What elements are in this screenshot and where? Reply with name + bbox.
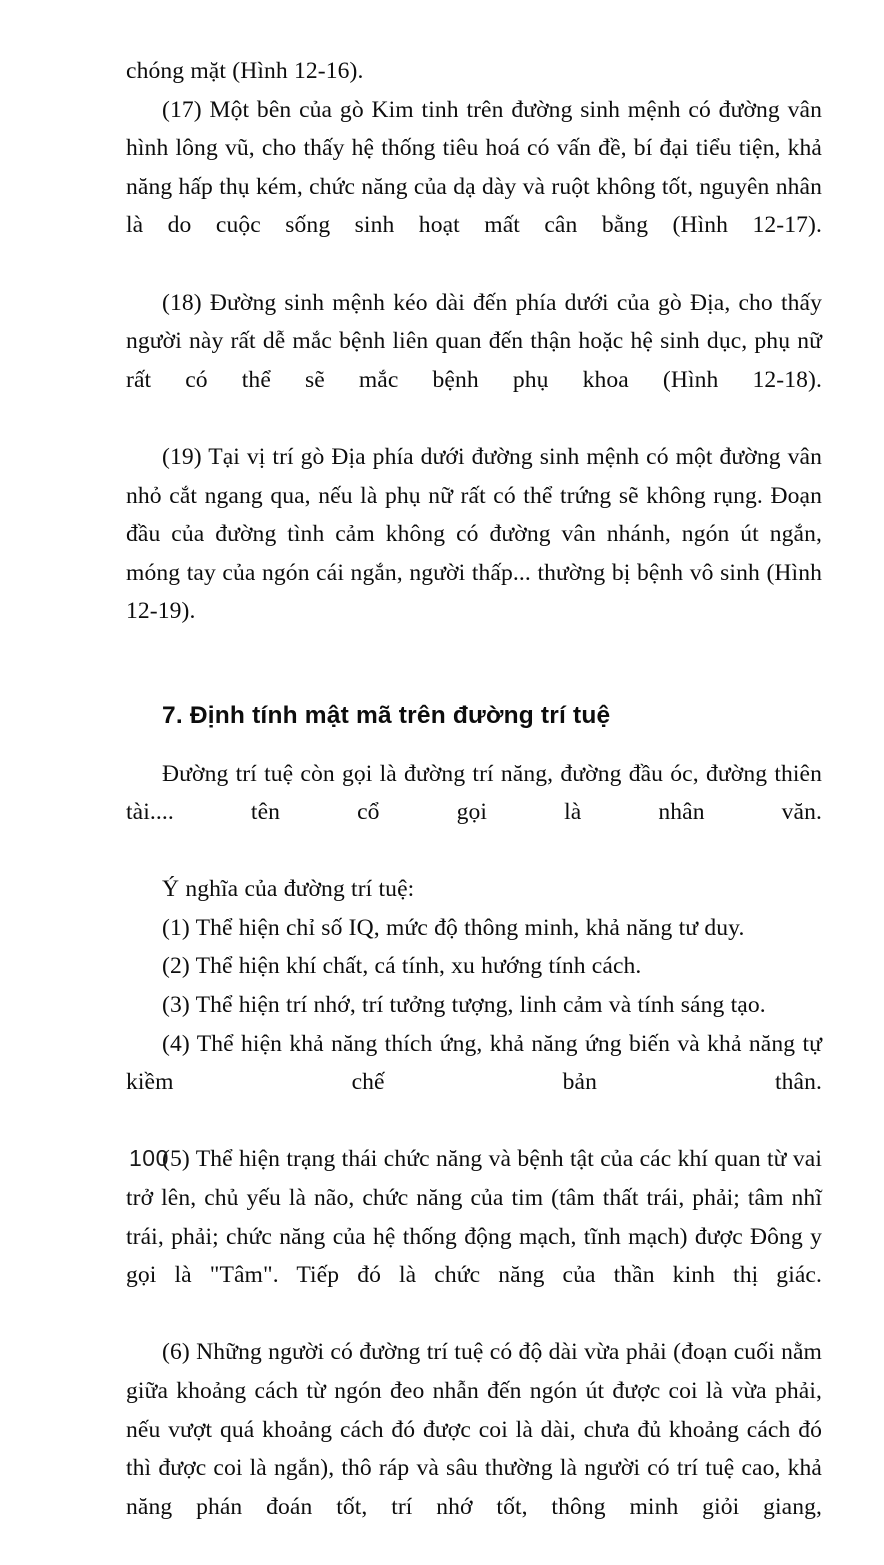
paragraph-meaning-1: (1) Thể hiện chỉ số IQ, mức độ thông minh, khả năng tư duy. [162, 914, 745, 941]
paragraph-item-17: (17) Một bên của gò Kim tinh trên đường sinh mệnh có đường vân hình lông vũ, cho thấy hệ thống tiêu hoá có vấn đề, bí đại tiểu tiện, khả năng hấp thụ kém, chức năng của dạ dày và ruột không tốt, nguyên nhân là do cuộc sống sinh hoạt mất cân bằng (Hình 12-17). [126, 96, 822, 239]
paragraph-item-19: (19) Tại vị trí gò Địa phía dưới đường sinh mệnh có một đường vân nhỏ cắt ngang qua, nếu là phụ nữ rất có thể trứng sẽ không rụng. Đoạn đầu của đường tình cảm không có đường vân nhánh, ngón út ngắn, móng tay của ngón cái ngắn, người thấp... thường bị bệnh vô sinh (Hình 12-19). [126, 443, 822, 625]
text-column [126, 52, 822, 1565]
spacer-above-heading [126, 670, 822, 699]
section-heading-7: 7. Định tính mật mã trên đường trí tuệ [162, 701, 611, 729]
paragraph-meaning-4: (4) Thể hiện khả năng thích ứng, khả năng ứng biến và khả năng tự kiềm chế bản thân. [126, 1030, 822, 1096]
paragraph-meaning-2: (2) Thể hiện khí chất, cá tính, xu hướng tính cách. [162, 953, 642, 980]
paragraph-meaning-6: (6) Những người có đường trí tuệ có độ dài vừa phải (đoạn cuối nằm giữa khoảng cách từ ngón đeo nhẫn đến ngón út được coi là vừa phải, nếu vượt quá khoảng cách đó được coi là dài, chưa đủ khoảng cách đó thì được coi là ngắn), thô ráp và sâu thường là người có trí tuệ cao, khả năng phán đoán tốt, trí nhớ tốt, thông minh giỏi giang, [126, 1339, 822, 1520]
spacer-below-heading [126, 733, 822, 755]
paragraph-meaning-lead: Ý nghĩa của đường trí tuệ: [162, 876, 415, 903]
paragraph-continued: chóng mặt (Hình 12-16). [126, 58, 364, 84]
paragraph-intro: Đường trí tuệ còn gọi là đường trí năng, đường đầu óc, đường thiên tài.... tên cổ gọi là nhân văn. [126, 760, 822, 826]
paragraph-meaning-3: (3) Thể hiện trí nhớ, trí tưởng tượng, linh cảm và tính sáng tạo. [162, 992, 766, 1019]
page-number: 100 [129, 1145, 169, 1171]
paragraph-meaning-5: (5) Thể hiện trạng thái chức năng và bệnh tật của các khí quan từ vai trở lên, chủ yếu là não, chức năng của tim (tâm thất trái, phải; tâm nhĩ trái, phải; chức năng của hệ thống động mạch, tĩnh mạch) được Đông y gọi là "Tâm". Tiếp đó là chức năng của thần kinh thị giác. [126, 1146, 822, 1289]
paragraph-item-18: (18) Đường sinh mệnh kéo dài đến phía dưới của gò Địa, cho thấy người này rất dễ mắc bệnh liên quan đến thận hoặc hệ sinh dục, phụ nữ rất có thể sẽ mắc bệnh phụ khoa (Hình 12-18). [126, 289, 822, 393]
